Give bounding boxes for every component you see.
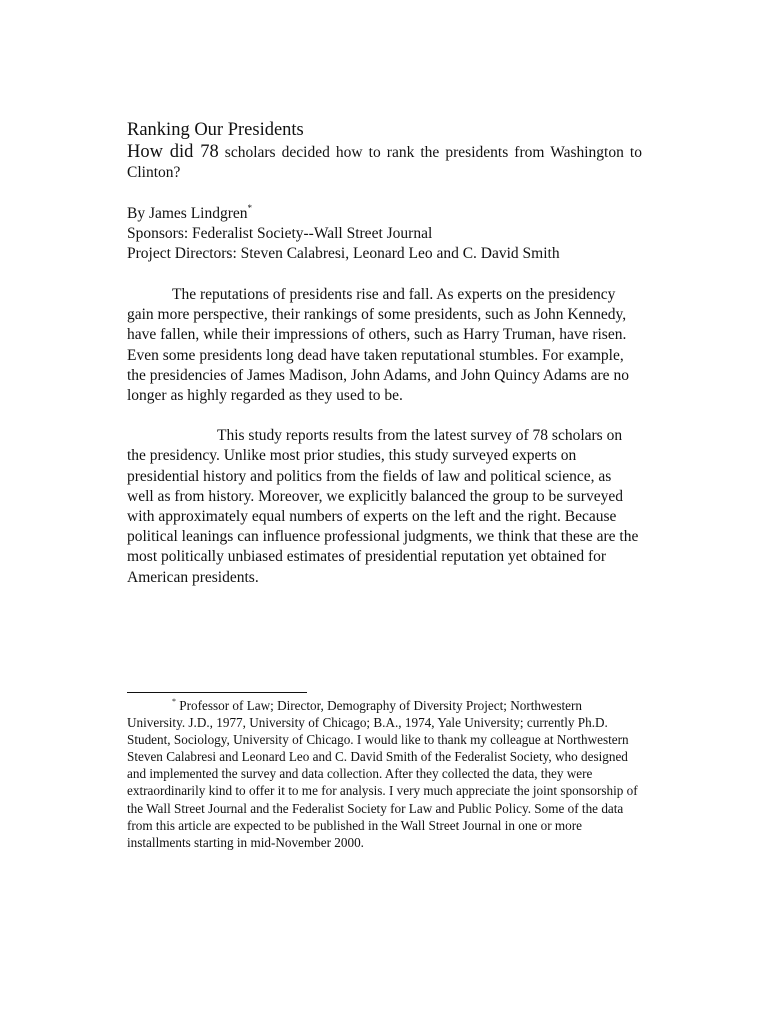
subtitle-rest: scholars decided how to rank the presidents from Washington to Clinton? bbox=[127, 144, 642, 181]
paragraph: This study reports results from the latest survey of 78 scholars on the presidency. Unlike most prior studies, this study surveyed experts on presidential history and politics from the fields of law and political science, as well as from history. Moreover, we explicitly balanced the group to be surveyed with approximately equal numbers of experts on the left and the right. Because political leanings can influence professional judgments, we think that these are the most politically unbiased estimates of presidential reputation yet obtained for American presidents. bbox=[127, 427, 639, 586]
document-body bbox=[127, 118, 642, 588]
footnote-marker: * bbox=[172, 697, 176, 706]
author-name: By James Lindgren bbox=[127, 205, 248, 222]
document-meta bbox=[127, 204, 642, 264]
byline bbox=[127, 204, 642, 224]
paragraph: The reputations of presidents rise and fall. As experts on the presidency gain more perspective, their rankings of some presidents, such as John Kennedy, have fallen, while their impressions of others, such as Harry Truman, have risen. Even some presidents long dead have taken reputational stumbles. For example, the presidencies of James Madison, John Adams, and John Quincy Adams are no longer as highly regarded as they used to be. bbox=[127, 286, 629, 405]
footnote-text: Professor of Law; Director, Demography of Diversity Project; Northwestern University. J.D., 1977, University of Chicago; B.A., 1974, Yale University; currently Ph.D. Student, Sociology, University of Chicago. I would like to thank my colleague at Northwestern Steven Calabresi and Leonard Leo and C. David Smith of the Federalist Society, who designed and implemented the survey and data collection. After they collected the data, they were extraordinarily kind to offer it to me for analysis. I very much appreciate the joint sponsorship of the Wall Street Journal and the Federalist Society for Law and Public Policy. Some of the data from this article are expected to be published in the Wall Street Journal in one or more installments starting in mid-November 2000. bbox=[127, 698, 638, 850]
subtitle-lead: How did 78 bbox=[127, 142, 219, 162]
directors-line: Project Directors: Steven Calabresi, Leonard Leo and C. David Smith bbox=[127, 245, 560, 262]
document-title: Ranking Our Presidents bbox=[127, 120, 304, 140]
footnote-divider bbox=[127, 692, 307, 693]
footnote bbox=[127, 697, 642, 851]
footnote-reference: * bbox=[247, 203, 253, 213]
document-subtitle bbox=[127, 142, 642, 183]
sponsors-line: Sponsors: Federalist Society--Wall Street Journal bbox=[127, 225, 433, 242]
